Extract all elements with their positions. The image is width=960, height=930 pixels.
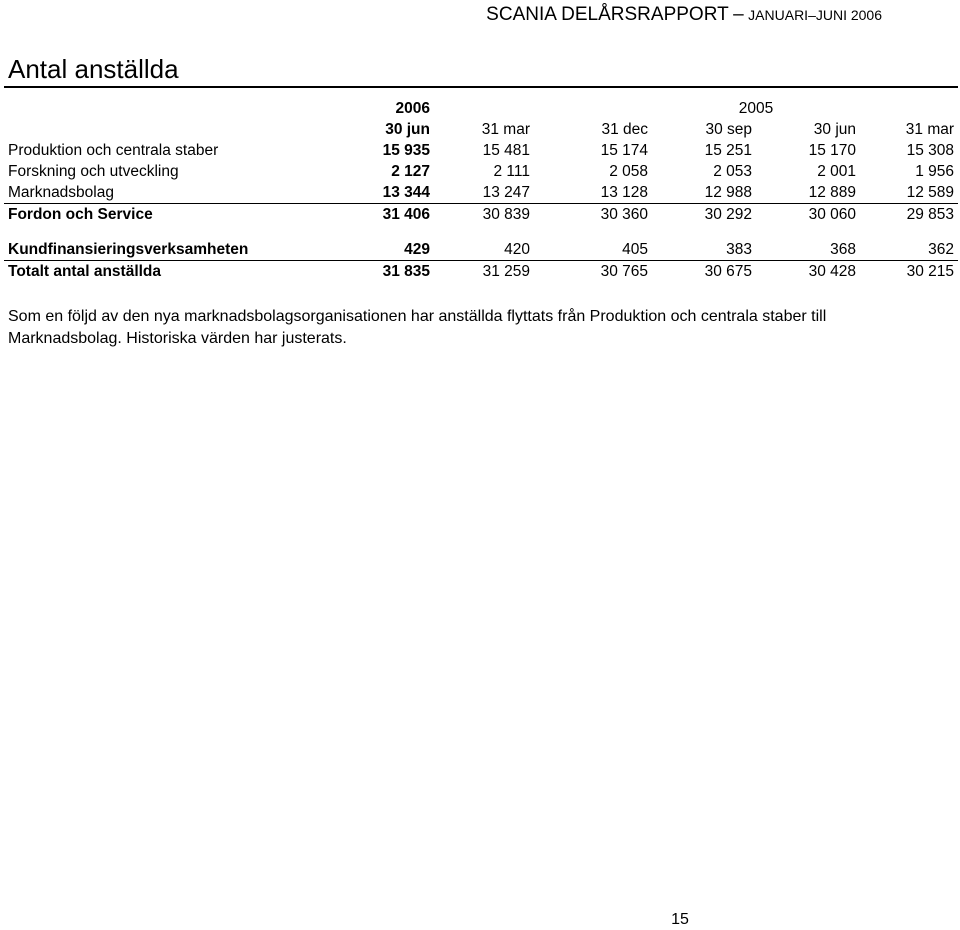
year-2005: 2005 (738, 100, 774, 117)
table-cell: 12 589 (860, 182, 958, 204)
table-cell: 30 292 (704, 206, 752, 223)
section-title-bar (4, 52, 958, 88)
table-cell: 383 (652, 239, 756, 261)
table-cell: 368 (756, 239, 860, 261)
header-dash: – (733, 4, 744, 25)
table-cell: 31 406 (382, 206, 430, 223)
table-cell: 30 215 (906, 263, 955, 280)
report-header (486, 4, 882, 27)
table-row (4, 140, 958, 161)
table-cell: 2 111 (493, 163, 530, 180)
table-cell: 30 675 (704, 263, 752, 280)
date-header-row (4, 119, 958, 140)
report-period: JANUARI–JUNI 2006 (748, 7, 882, 23)
table-row (4, 161, 958, 182)
subtotal-row (4, 204, 958, 226)
table-row (4, 182, 958, 204)
table-cell: 31 259 (482, 263, 530, 280)
table-cell: 15 170 (808, 142, 857, 159)
table-cell: 31 835 (382, 263, 430, 280)
table-row (4, 239, 958, 261)
total-row (4, 261, 958, 283)
row-label: Marknadsbolag (4, 182, 334, 204)
table-cell: 405 (534, 239, 652, 261)
employees-table (4, 98, 958, 282)
year-header-row (4, 98, 958, 119)
column-header: 30 jun (813, 121, 857, 138)
column-header: 31 mar (481, 121, 530, 138)
table-cell: 30 765 (600, 263, 648, 280)
table-cell: 15 174 (600, 142, 648, 159)
table-cell: 30 428 (808, 263, 857, 280)
row-label: Forskning och utveckling (8, 163, 179, 180)
table-cell: 429 (334, 239, 434, 261)
table-cell: 2 053 (713, 163, 752, 180)
table-cell: 13 344 (334, 182, 434, 204)
column-header: 31 dec (601, 121, 648, 138)
table-cell: 15 251 (704, 142, 752, 159)
table-cell: 12 988 (652, 182, 756, 204)
footnote-text: Som en följd av den nya marknadsbolagsorganisationen har anställda flyttats från Produktion och centrala staber till Marknadsbolag. Historiska värden har justerats. (8, 308, 827, 347)
report-title: SCANIA DELÅRSRAPPORT (486, 4, 729, 25)
table-cell: 362 (860, 239, 958, 261)
column-header: 30 sep (705, 121, 752, 138)
table-cell: 2 058 (609, 163, 648, 180)
page-number: 15 (671, 911, 689, 928)
table-cell: 420 (434, 239, 534, 261)
table-cell: 30 839 (482, 206, 530, 223)
spacer-row (4, 225, 958, 239)
table-cell: 15 935 (382, 142, 430, 159)
row-label: Kundfinansieringsverksamheten (4, 239, 334, 261)
row-label: Produktion och centrala staber (8, 142, 219, 159)
table-cell: 15 481 (482, 142, 530, 159)
table-cell: 1 956 (915, 163, 955, 180)
table-cell: 13 128 (534, 182, 652, 204)
row-label: Fordon och Service (8, 206, 153, 223)
table-cell: 2 001 (817, 163, 857, 180)
column-header: 31 mar (905, 121, 955, 138)
table-cell: 30 360 (600, 206, 648, 223)
table-cell: 13 247 (434, 182, 534, 204)
section-title: Antal anställda (8, 54, 179, 84)
table-cell: 29 853 (906, 206, 955, 223)
table-cell: 30 060 (808, 206, 857, 223)
table-cell: 15 308 (906, 142, 955, 159)
year-2006: 2006 (395, 100, 430, 117)
row-label: Totalt antal anställda (8, 263, 162, 280)
table-cell: 2 127 (391, 163, 430, 180)
column-header: 30 jun (385, 121, 430, 138)
table-cell: 12 889 (756, 182, 860, 204)
